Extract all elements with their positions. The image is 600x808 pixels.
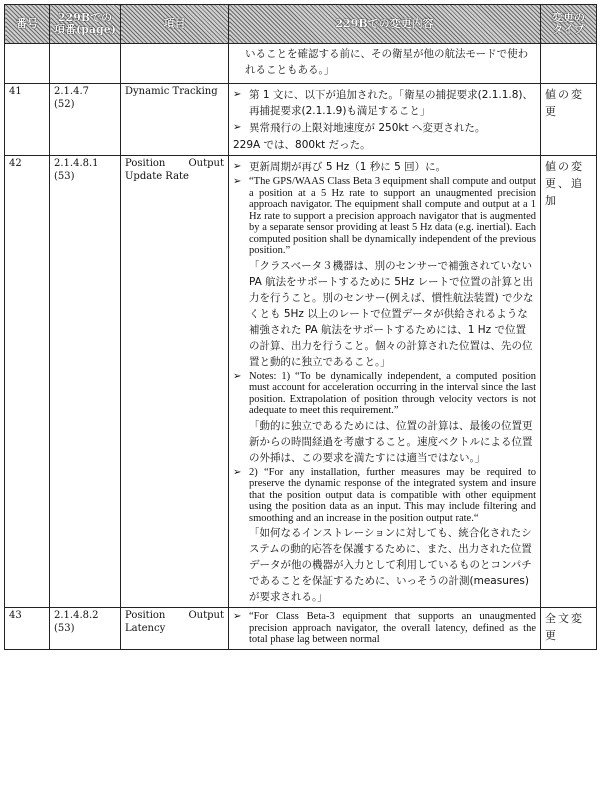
row-42-change: ➢ 更新周期が再び 5 Hz（1 秒に 5 回）に。 ➢ “The GPS/WAAS Class Beta 3 equipment shall compute and output a position at a 5 Hz rate to support an unaugmented precision approach navigator. The equipment shall compute and output at a 1 Hz rate to support a precision approach navigator that is augmented by a separate sensor providing at least 5 Hz data (e.g. inertial). Each computed position shall be dynamically independent of the previous position.” 「クラスベータ３機器は、別のセンサーで補強されていない PA 航法をサポートするために 5Hz レートで位置の計算と出力を行うこと。別のセンサー(例えば、慣性航法装置) で少なくとも 5Hz 以上のレートで位置データが供給されるような補強された PA 航法をサポートするためには、1 Hz で位置の計算、出力を行うこと。個々の計算された位置は、先の位置と動的に独立であること。」 ➢ Notes: 1) “To be dynamically independent, a computed position must account for acceleration occurring in the interval since the last position. Extrapolation of position through velocity vectors is not adequate to meet this requirement.” 「動的に独立であるためには、位置の計算は、最後の位置更新からの時間経過を考慮すること。速度ベクトルによる位置の外挿は、この要求を満たすには適当ではない。」 ➢ 2) “For any installation, further measures may be required to preserve the dynamic response of the integrated system and insure that the position output data is compatible with other equipment using the position data as an input. This may include filtering and smoothing and an increase in the position output rate.“ 「如何なるインストレーションに対しても、統合化されたシステムの動的応答を保護するために、また、出力された位置データが他の機器が入力として利用しているものとコンパチであることを保証するために、いっそうの計測(measures)が要求される。」 — [229, 156, 541, 608]
row-41-type: 値の変更 — [541, 84, 597, 156]
row-42-no: 42 — [5, 156, 50, 608]
row-43-type: 全文変更 — [541, 608, 597, 650]
bullet-icon: ➢ — [233, 122, 242, 133]
bullet-icon: ➢ — [233, 176, 242, 187]
row-42-item: Position Output Update Rate — [121, 156, 229, 608]
row-41-change: ➢ 第 1 文に、以下が追加された。「衛星の捕捉要求(2.1.1.8)、再捕捉要求(2.1.1.9)も満足すること」 ➢ 異常飛行の上限対地速度が 250kt へ変更された。 229A では、800kt だった。 — [229, 84, 541, 156]
row-41-item: Dynamic Tracking — [121, 84, 229, 156]
row-43-item: Position Output Latency — [121, 608, 229, 650]
change-table — [4, 4, 597, 650]
header-change: 229Bでの変更内容 — [229, 5, 541, 44]
bullet-icon: ➢ — [233, 161, 242, 172]
row-43-change: ➢ “For Class Beta-3 equipment that supports an unaugmented precision approach navigator, the overall latency, defined as the total phase lag between normal — [229, 608, 541, 650]
row-41-no: 41 — [5, 84, 50, 156]
table-row-43 — [5, 608, 597, 650]
bullet-icon: ➢ — [233, 466, 242, 478]
table-row-continued — [5, 44, 597, 84]
bullet-icon: ➢ — [233, 89, 242, 100]
row-41-section: 2.1.4.7 (52) — [50, 84, 121, 156]
header-item: 項目 — [121, 5, 229, 44]
row-42-type: 値の変更、追加 — [541, 156, 597, 608]
header-row — [5, 5, 597, 44]
table-row-41 — [5, 84, 597, 156]
header-no: 番号 — [5, 5, 50, 44]
row-42-section: 2.1.4.8.1 (53) — [50, 156, 121, 608]
continued-text: いることを確認する前に、その衛星が他の航法モードで使われることもある。」 — [229, 44, 541, 84]
bullet-icon: ➢ — [233, 611, 242, 622]
table-row-42 — [5, 156, 597, 608]
header-type: 変更の タイプ — [541, 5, 597, 44]
row-43-no: 43 — [5, 608, 50, 650]
row-43-section: 2.1.4.8.2 (53) — [50, 608, 121, 650]
bullet-icon: ➢ — [233, 370, 242, 382]
header-section: 229Bでの 項番(page) — [50, 5, 121, 44]
